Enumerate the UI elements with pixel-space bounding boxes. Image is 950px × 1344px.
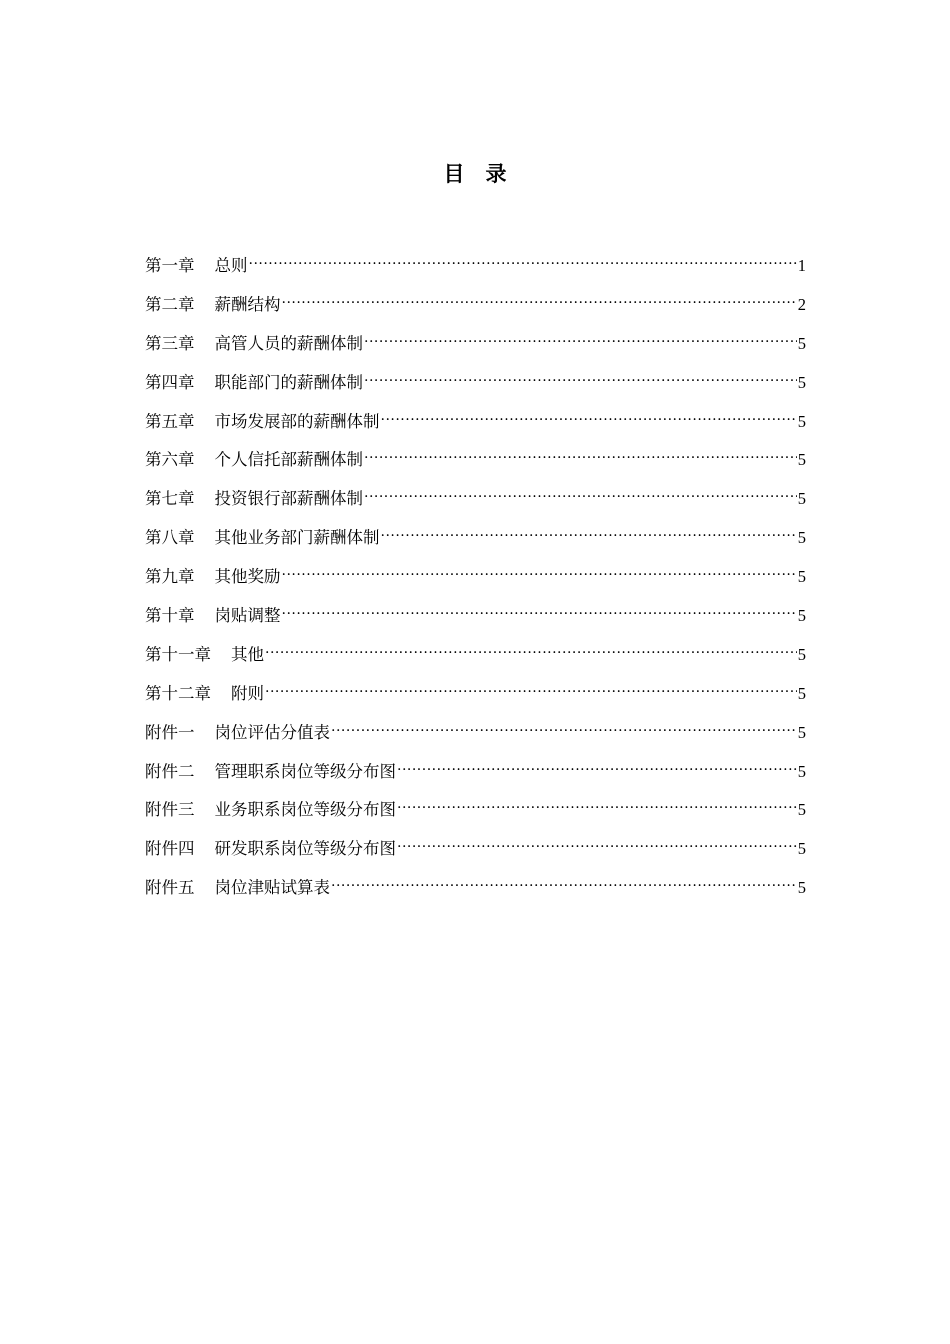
- dot-leader: [282, 605, 797, 622]
- toc-entry[interactable]: [145, 485, 806, 524]
- toc-chapter-label: 第三章: [145, 333, 195, 353]
- toc-chapter-label: 第五章: [145, 411, 195, 431]
- toc-page-number: 5: [797, 450, 806, 470]
- dot-leader: [364, 332, 797, 349]
- dot-leader: [331, 877, 797, 894]
- toc-chapter-label: 第九章: [145, 567, 195, 587]
- toc-entry[interactable]: [145, 524, 806, 563]
- toc-page-number: 5: [797, 567, 806, 587]
- toc-entry[interactable]: [145, 291, 806, 330]
- toc-chapter-label: 第八章: [145, 528, 195, 548]
- toc-chapter-label: 第十章: [145, 606, 195, 626]
- toc-entry[interactable]: [145, 408, 806, 447]
- toc-entry[interactable]: [145, 446, 806, 485]
- toc-chapter-label: 第二章: [145, 294, 195, 314]
- toc-entry-title: 薪酬结构: [214, 294, 281, 314]
- toc-entry-title: 管理职系岗位等级分布图: [214, 761, 396, 781]
- toc-entry-title: 职能部门的薪酬体制: [214, 372, 363, 392]
- table-of-contents: [145, 252, 806, 913]
- toc-entry-title: 研发职系岗位等级分布图: [214, 839, 396, 859]
- dot-leader: [397, 799, 797, 816]
- dot-leader: [364, 449, 797, 466]
- toc-chapter-label: 第十二章: [145, 683, 211, 703]
- toc-entry[interactable]: [145, 330, 806, 369]
- toc-entry-title: 总则: [214, 256, 248, 275]
- toc-entry-title: 市场发展部的薪酬体制: [214, 411, 380, 431]
- toc-chapter-label: 第七章: [145, 489, 195, 509]
- toc-page-number: 5: [797, 333, 806, 353]
- toc-page-number: 5: [797, 722, 806, 742]
- toc-entry[interactable]: [145, 796, 806, 835]
- toc-chapter-label: 附件五: [145, 878, 195, 898]
- dot-leader: [249, 255, 797, 272]
- dot-leader: [381, 410, 797, 427]
- dot-leader: [364, 488, 797, 505]
- toc-entry-title: 岗位津贴试算表: [214, 878, 330, 898]
- toc-entry-title: 投资银行部薪酬体制: [214, 489, 363, 509]
- toc-entry-title: 岗位评估分值表: [214, 722, 330, 742]
- toc-page-number: 5: [797, 761, 806, 781]
- toc-page-number: 5: [797, 800, 806, 820]
- toc-entry-title: 岗贴调整: [214, 606, 281, 626]
- dot-leader: [282, 293, 797, 310]
- toc-entry[interactable]: [145, 602, 806, 641]
- toc-entry[interactable]: [145, 641, 806, 680]
- toc-entry-title: 业务职系岗位等级分布图: [214, 800, 396, 820]
- toc-entry[interactable]: [145, 758, 806, 797]
- toc-page-number: 5: [797, 683, 806, 703]
- dot-leader: [397, 838, 797, 855]
- toc-entry-title: 其他业务部门薪酬体制: [214, 528, 380, 548]
- dot-leader: [282, 566, 797, 583]
- toc-chapter-label: 第十一章: [145, 644, 211, 664]
- toc-page-number: 5: [797, 489, 806, 509]
- dot-leader: [265, 682, 797, 699]
- toc-entry[interactable]: [145, 719, 806, 758]
- toc-page-number: 5: [797, 372, 806, 392]
- toc-page-number: 5: [797, 528, 806, 548]
- toc-entry-title: 附则: [231, 683, 264, 703]
- dot-leader: [265, 643, 797, 660]
- toc-page-number: 5: [797, 878, 806, 898]
- toc-entry[interactable]: [145, 874, 806, 913]
- toc-chapter-label: 附件二: [145, 761, 195, 781]
- toc-chapter-label: 附件一: [145, 722, 195, 742]
- toc-page-number: 1: [797, 256, 806, 275]
- toc-entry-title: 个人信托部薪酬体制: [214, 450, 363, 470]
- toc-entry[interactable]: [145, 680, 806, 719]
- toc-page-number: 5: [797, 644, 806, 664]
- toc-entry-title: 其他: [231, 644, 264, 664]
- toc-entry[interactable]: [145, 835, 806, 874]
- dot-leader: [364, 371, 797, 388]
- toc-entry[interactable]: [145, 369, 806, 408]
- toc-page-number: 5: [797, 606, 806, 626]
- toc-chapter-label: 附件四: [145, 839, 195, 859]
- toc-page-number: 5: [797, 411, 806, 431]
- dot-leader: [381, 527, 797, 544]
- toc-chapter-label: 第六章: [145, 450, 195, 470]
- toc-entry[interactable]: [145, 252, 806, 291]
- toc-chapter-label: 第四章: [145, 372, 195, 392]
- toc-chapter-label: 第一章: [145, 256, 195, 275]
- dot-leader: [331, 721, 797, 738]
- toc-page-number: 5: [797, 839, 806, 859]
- toc-entry-title: 其他奖励: [214, 567, 281, 587]
- toc-page-number: 2: [797, 294, 806, 314]
- toc-chapter-label: 附件三: [145, 800, 195, 820]
- toc-entry[interactable]: [145, 563, 806, 602]
- toc-title: 目 录: [443, 161, 507, 186]
- dot-leader: [397, 760, 797, 777]
- toc-entry-title: 高管人员的薪酬体制: [214, 333, 363, 353]
